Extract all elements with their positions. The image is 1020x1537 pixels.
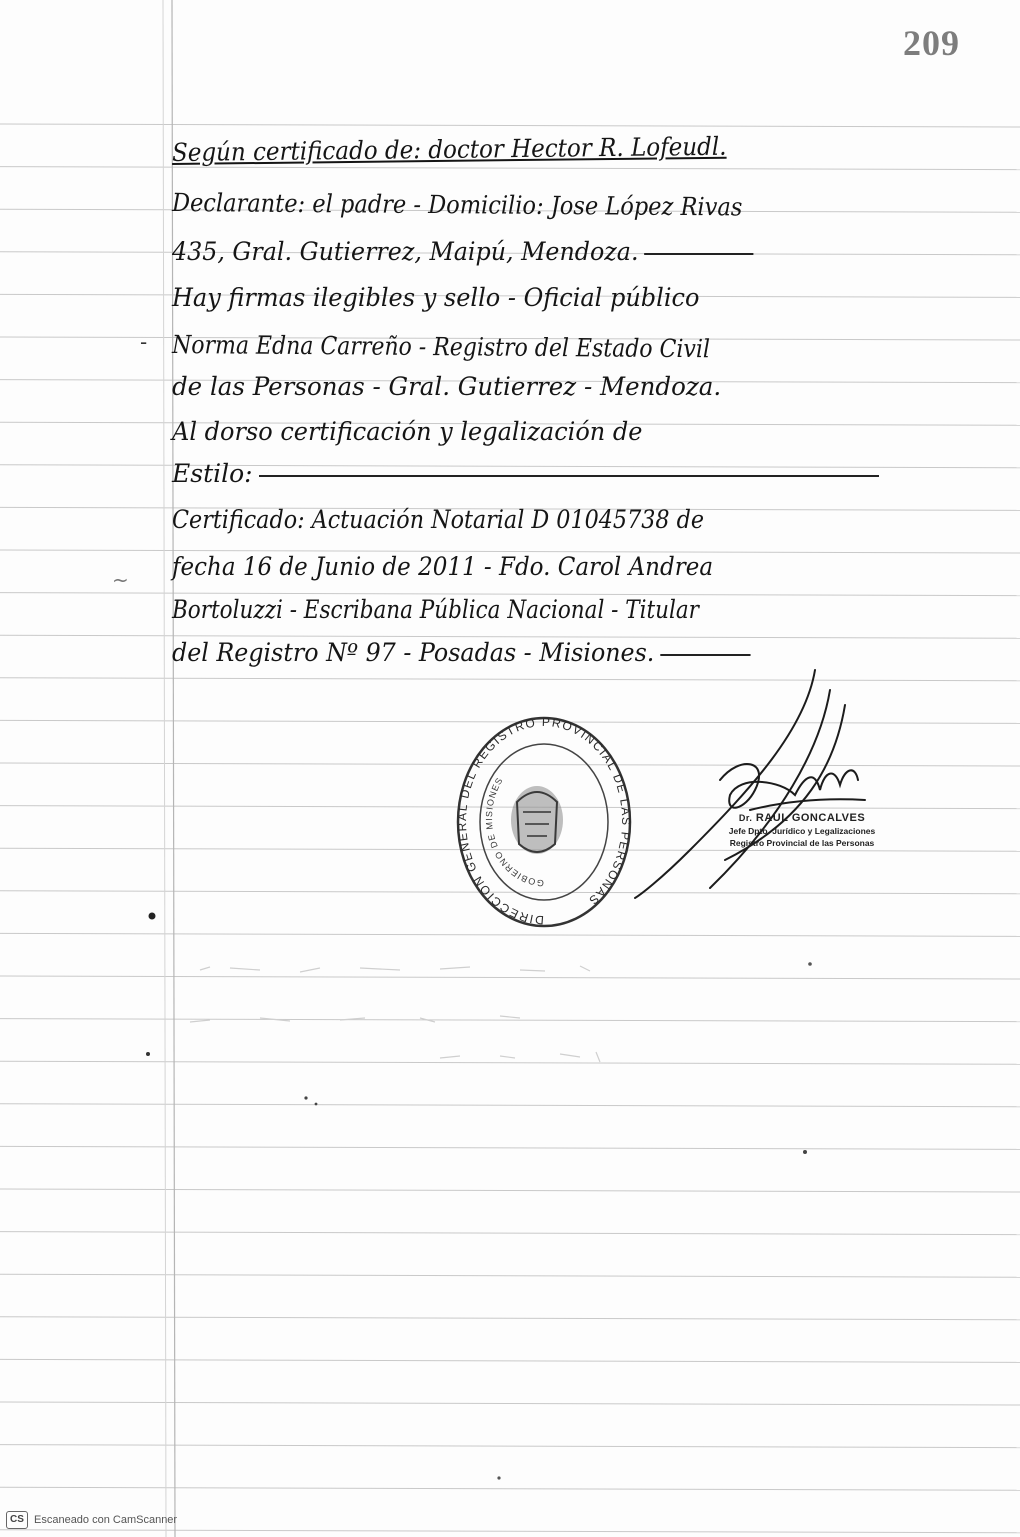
handwritten-line: Hay firmas ilegibles y sello - Oficial público (172, 283, 700, 312)
handwritten-line: fecha 16 de Junio de 2011 - Fdo. Carol Andrea (172, 552, 714, 581)
stamp-inner-text: GOBIERNO DE MISIONES (483, 775, 545, 889)
handwritten-line: de las Personas - Gral. Gutierrez - Mendoza. (172, 372, 722, 401)
handwritten-line: Según certificado de: doctor Hector R. Lofeudl. (171, 131, 727, 167)
official-stamp (455, 712, 633, 932)
margin-dash-mark: - (140, 330, 148, 354)
line-filler (644, 253, 753, 255)
handwritten-line: Certificado: Actuación Notarial D 01045738 de (172, 505, 705, 534)
handwritten-line: 435, Gral. Gutierrez, Maipú, Mendoza. (172, 237, 753, 267)
official-signature-caption (702, 812, 902, 848)
handwritten-line: Norma Edna Carreño - Registro del Estado Civil (171, 330, 711, 364)
line-filler (259, 475, 879, 477)
official-organization: Registro Provincial de las Personas (729, 838, 875, 848)
official-name-line: Dr. RAUL GONCALVES (738, 812, 866, 824)
handwritten-line: Bortoluzzi - Escribana Pública Nacional - Titular (172, 595, 699, 624)
handwritten-line: Declarante: el padre - Domicilio: Jose López Rivas (171, 188, 743, 222)
handwritten-signature (630, 650, 920, 900)
page-number: 209 (903, 23, 960, 63)
handwritten-line: Estilo: (172, 459, 879, 489)
handwritten-line: Al dorso certificación y legalización de (172, 417, 643, 446)
coat-of-arms-icon (511, 786, 563, 854)
scanner-watermark-text: Escaneado con CamScanner (34, 1514, 178, 1526)
handwritten-line: del Registro Nº 97 - Posadas - Misiones. (172, 638, 750, 668)
stamp-outer-text: DIRECCION GENERAL DEL REGISTRO PROVINCIAL DE LAS PERSONAS (455, 714, 633, 928)
scanner-watermark (6, 1511, 177, 1529)
margin-tick-mark: ~ (112, 568, 129, 592)
camscanner-logo-icon: CS (6, 1511, 28, 1529)
official-role: Jefe Dpto. Jurídico y Legalizaciones (728, 826, 876, 836)
